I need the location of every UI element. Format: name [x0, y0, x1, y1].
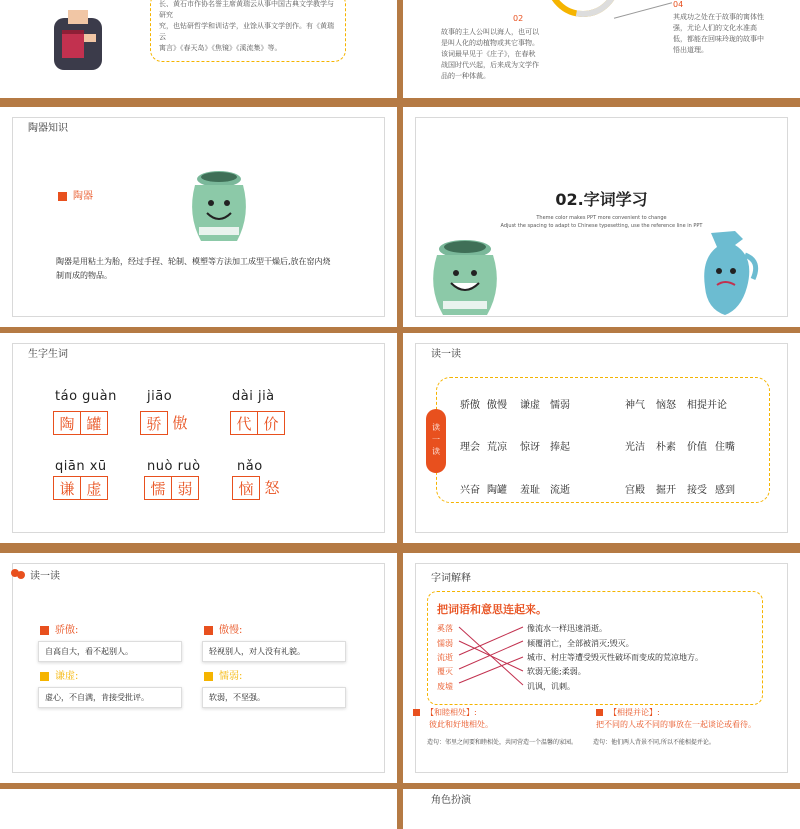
bio-line: 长、黄石市作协名誉主席黄瑞云从事中国古典文学教学与研究	[159, 0, 334, 19]
idiom-title	[413, 707, 477, 718]
author-bio-box	[150, 0, 346, 62]
section-heading: 02.字词学习	[555, 190, 648, 209]
pinyin-label: nuò ruò	[147, 459, 201, 474]
pinyin-label: jiāo	[147, 389, 173, 404]
character: 怒	[264, 478, 280, 497]
word: 陶罐	[487, 485, 507, 496]
fable-strength	[673, 12, 783, 56]
match-word: 懦弱	[437, 639, 453, 648]
word-label	[40, 621, 78, 636]
pinyin-label: qiān xū	[55, 459, 107, 474]
slide-word-definitions	[0, 553, 397, 783]
word: 荒凉	[487, 442, 507, 453]
pottery-label	[58, 187, 93, 202]
match-meaning: 软弱无能;柔弱。	[527, 667, 586, 676]
section-number-02: 02	[513, 14, 524, 23]
definition-box: 自高自大，看不起别人。	[38, 641, 182, 662]
character-box	[53, 476, 107, 500]
word: 朴素	[656, 442, 676, 453]
character-box	[232, 476, 284, 500]
definition-box: 软弱，不坚强。	[202, 687, 346, 708]
desc-line: 陶器是用粘土为胎，经过手捏、轮制、模塑等方法加工成型干燥后,放在窑内烧	[56, 257, 331, 266]
definition-box: 轻视别人，对人没有礼貌。	[202, 641, 346, 662]
strength-line: 强，尤论人们的文化水准高	[673, 24, 757, 32]
slide-word-explanation	[403, 553, 800, 783]
word: 光洁	[625, 442, 645, 453]
word-label	[204, 667, 242, 682]
slide-role-play	[0, 789, 397, 829]
character: 罐	[80, 411, 108, 435]
def-line: 战国时代兴起，后来成为文学作	[441, 61, 539, 69]
match-word: 覆灭	[437, 667, 453, 676]
idiom-title	[596, 707, 660, 718]
slide-section-title	[403, 107, 800, 327]
word: 羞耻	[520, 485, 540, 496]
match-word: 废墟	[437, 682, 453, 691]
word: 傲慢	[487, 400, 507, 411]
word-label-text: 谦虚:	[55, 671, 79, 682]
match-meaning: 像流水一样迅速消逝。	[527, 624, 607, 633]
character-box	[53, 411, 107, 435]
match-meaning: 城市、村庄等遭受毁灭性破坏而变成的荒凉地方。	[527, 653, 703, 662]
character: 谦	[53, 476, 81, 500]
bio-line: 寓言》《春天岛》《焦镜》《溪流集》等。	[159, 44, 282, 52]
slide-title: 陶器知识	[28, 123, 68, 134]
idiom-title-text: 【相提并论】:	[609, 708, 660, 717]
pinyin-label: táo guàn	[55, 389, 117, 404]
read-tab: 读一读	[426, 409, 446, 473]
character: 价	[257, 411, 285, 435]
bio-line: 究，也钻研哲学和训诂学，业馀从事文学创作。有《黄瑞云	[159, 22, 334, 41]
word: 掘开	[656, 485, 676, 496]
word-label	[204, 621, 242, 636]
desc-line: 制而成的物品。	[56, 271, 112, 280]
ring-chart	[543, 0, 623, 24]
pottery-label-text: 陶器	[73, 191, 93, 202]
square-bullet-icon	[596, 709, 603, 716]
word: 流逝	[550, 485, 570, 496]
idiom-example: 造句：邻里之间要和睦相处，共同营造一个温馨的家园。	[427, 739, 578, 746]
word: 捧起	[550, 442, 570, 453]
slide-fable-intro	[403, 0, 800, 98]
strength-line: 其成功之处在于故事的寓体性	[673, 13, 764, 21]
matching-heading: 把词语和意思连起来。	[437, 603, 547, 616]
smiling-jar-icon	[425, 235, 505, 319]
word: 价值	[687, 442, 707, 453]
character: 骄	[140, 411, 168, 435]
idiom-example: 造句：他们两人背景不同,所以不能相提并论。	[593, 739, 715, 746]
character: 傲	[172, 413, 188, 432]
fable-definition	[441, 27, 561, 82]
character-box	[140, 411, 192, 435]
match-word: 奚落	[437, 624, 453, 633]
slide-author	[0, 0, 397, 98]
square-bullet-icon	[204, 626, 213, 635]
idiom-definition: 把不同的人或不同的事放在一起谈论或看待。	[596, 720, 756, 729]
matching-lines	[457, 619, 527, 691]
pottery-description	[56, 255, 376, 283]
slide-title: 读一读	[431, 349, 461, 360]
slide-role-play-right	[403, 789, 800, 829]
jar-illustration	[185, 165, 253, 247]
word: 理会	[460, 442, 480, 453]
definition-box: 虚心，不自满，肯接受批评。	[38, 687, 182, 708]
word: 相提并论	[687, 400, 727, 411]
word-label	[40, 667, 78, 682]
match-word: 流逝	[437, 653, 453, 662]
character: 虚	[80, 476, 108, 500]
character: 恼	[232, 476, 260, 500]
square-bullet-icon	[40, 626, 49, 635]
word: 接受	[687, 485, 707, 496]
teacher-illustration	[48, 0, 108, 70]
character: 懦	[144, 476, 172, 500]
section-number-04: 04	[673, 0, 684, 9]
idiom-title-text: 【和睦相处】:	[426, 708, 477, 717]
slide-read-words	[403, 333, 800, 543]
square-bullet-icon	[58, 192, 67, 201]
character-box	[230, 411, 284, 435]
word: 感到	[715, 485, 735, 496]
idiom-definition: 彼此和好地相处。	[429, 720, 493, 729]
def-line: 该词最早见于《庄子》，在春秋	[441, 50, 536, 58]
character: 代	[230, 411, 258, 435]
match-meaning: 讥讽，讥刺。	[527, 682, 575, 691]
slide-title: 生字生词	[28, 349, 68, 360]
word-label-text: 懦弱:	[219, 671, 243, 682]
section-subtitle-1: Theme color makes PPT more convenient to change	[536, 215, 667, 221]
strength-line: 悟出道理。	[673, 46, 708, 54]
word-label-text: 骄傲:	[55, 625, 79, 636]
balloons-icon	[10, 567, 26, 581]
match-meaning: 倾覆消亡，全部被消灭;毁灭。	[527, 639, 634, 648]
section-subtitle-2: Adjust the spacing to adapt to Chinese typesetting, use the reference line in PPT	[500, 223, 703, 229]
word: 惊讶	[520, 442, 540, 453]
square-bullet-icon	[40, 672, 49, 681]
square-bullet-icon	[204, 672, 213, 681]
word: 住嘴	[715, 442, 735, 453]
word: 骄傲	[460, 400, 480, 411]
slide-title: 角色扮演	[431, 795, 471, 806]
word: 恼怒	[656, 400, 676, 411]
word: 谦虚	[520, 400, 540, 411]
word: 神气	[625, 400, 645, 411]
character: 弱	[171, 476, 199, 500]
def-line: 品的一种体裁。	[441, 72, 490, 80]
square-bullet-icon	[413, 709, 420, 716]
character: 陶	[53, 411, 81, 435]
slide-title: 读一读	[30, 571, 60, 582]
character-box	[144, 476, 198, 500]
strength-line: 低，都能在回味玲珑的故事中	[673, 35, 764, 43]
word: 宫殿	[625, 485, 645, 496]
slide-pottery-knowledge	[0, 107, 397, 327]
vase-icon	[695, 227, 763, 319]
pinyin-label: nǎo	[237, 459, 263, 474]
word: 兴奋	[460, 485, 480, 496]
slide-new-words	[0, 333, 397, 543]
def-line: 故事的主人公叫以海人，也可以	[441, 28, 539, 36]
word-label-text: 傲慢:	[219, 625, 243, 636]
slide-frame	[12, 343, 385, 533]
def-line: 是叫人化的动植物或其它事物。	[441, 39, 539, 47]
word: 懦弱	[550, 400, 570, 411]
slide-title: 字词解释	[431, 573, 471, 584]
pinyin-label: dài jià	[232, 389, 275, 404]
